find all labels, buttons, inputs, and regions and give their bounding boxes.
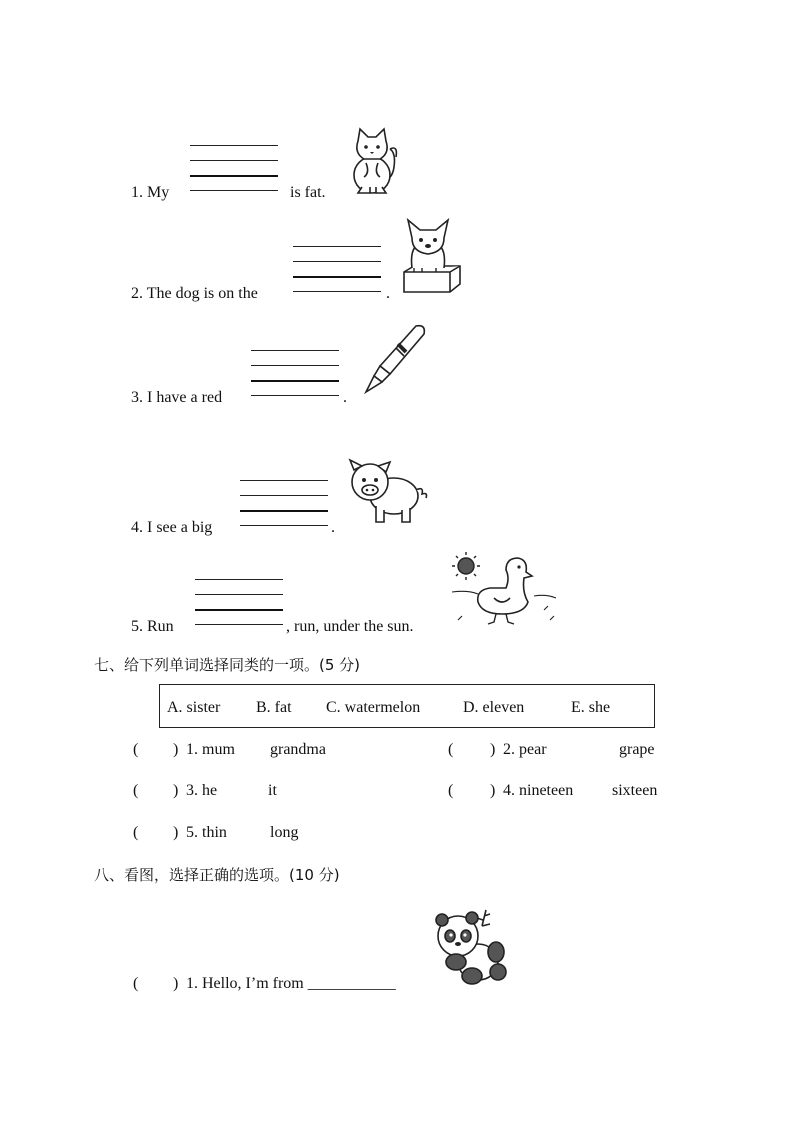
q5-writing-lines[interactable] <box>195 579 283 625</box>
q3-writing-lines[interactable] <box>251 350 339 396</box>
q3-prefix: 3. I have a red <box>131 389 223 406</box>
q5-suffix: , run, under the sun. <box>286 618 414 635</box>
q1-writing-lines[interactable] <box>190 145 278 191</box>
answer-paren-open[interactable]: ( <box>133 741 139 758</box>
answer-paren-open[interactable]: ( <box>448 741 454 758</box>
q2-prefix: 2. The dog is on the <box>131 285 258 302</box>
item-label: 5. thin <box>186 824 227 841</box>
answer-paren-open[interactable]: ( <box>133 975 139 992</box>
q3-suffix: . <box>343 389 347 406</box>
q1-prefix: 1. My <box>131 184 170 201</box>
q4-suffix: . <box>331 519 335 536</box>
answer-paren-close: ) <box>173 824 179 841</box>
dog-on-box-icon <box>400 218 464 296</box>
item-label: 1. mum <box>186 741 235 758</box>
pen-icon <box>360 322 430 396</box>
section-7-title: 七、给下列单词选择同类的一项。(5 分) <box>94 656 361 674</box>
item-label: 2. pear <box>503 741 547 758</box>
option-a: A. sister <box>167 699 221 716</box>
question-text: 1. Hello, I’m from ___________ <box>186 975 396 992</box>
answer-paren-close: ) <box>490 741 496 758</box>
item-label: 4. nineteen <box>503 782 574 799</box>
answer-paren-close: ) <box>173 741 179 758</box>
option-d: D. eleven <box>463 699 525 716</box>
answer-paren-open[interactable]: ( <box>133 824 139 841</box>
q2-writing-lines[interactable] <box>293 246 381 292</box>
duck-sun-icon <box>448 550 558 628</box>
item-word: grape <box>619 741 655 758</box>
item-word: sixteen <box>612 782 658 799</box>
option-b: B. fat <box>256 699 292 716</box>
q4-prefix: 4. I see a big <box>131 519 213 536</box>
option-e: E. she <box>571 699 611 716</box>
q4-writing-lines[interactable] <box>240 480 328 526</box>
q2-suffix: . <box>386 285 390 302</box>
answer-paren-close: ) <box>490 782 496 799</box>
option-c: C. watermelon <box>326 699 421 716</box>
pig-icon <box>344 458 430 528</box>
option-box <box>159 684 655 728</box>
answer-paren-open[interactable]: ( <box>133 782 139 799</box>
item-word: long <box>270 824 299 841</box>
item-word: it <box>268 782 277 799</box>
q5-prefix: 5. Run <box>131 618 174 635</box>
cat-icon <box>340 127 404 199</box>
answer-paren-close: ) <box>173 782 179 799</box>
answer-paren-open[interactable]: ( <box>448 782 454 799</box>
panda-icon <box>434 906 514 988</box>
section-8-title: 八、看图，选择正确的选项。(10 分) <box>94 866 340 884</box>
item-label: 3. he <box>186 782 218 799</box>
q1-suffix: is fat. <box>290 184 326 201</box>
answer-paren-close: ) <box>173 975 179 992</box>
item-word: grandma <box>270 741 326 758</box>
